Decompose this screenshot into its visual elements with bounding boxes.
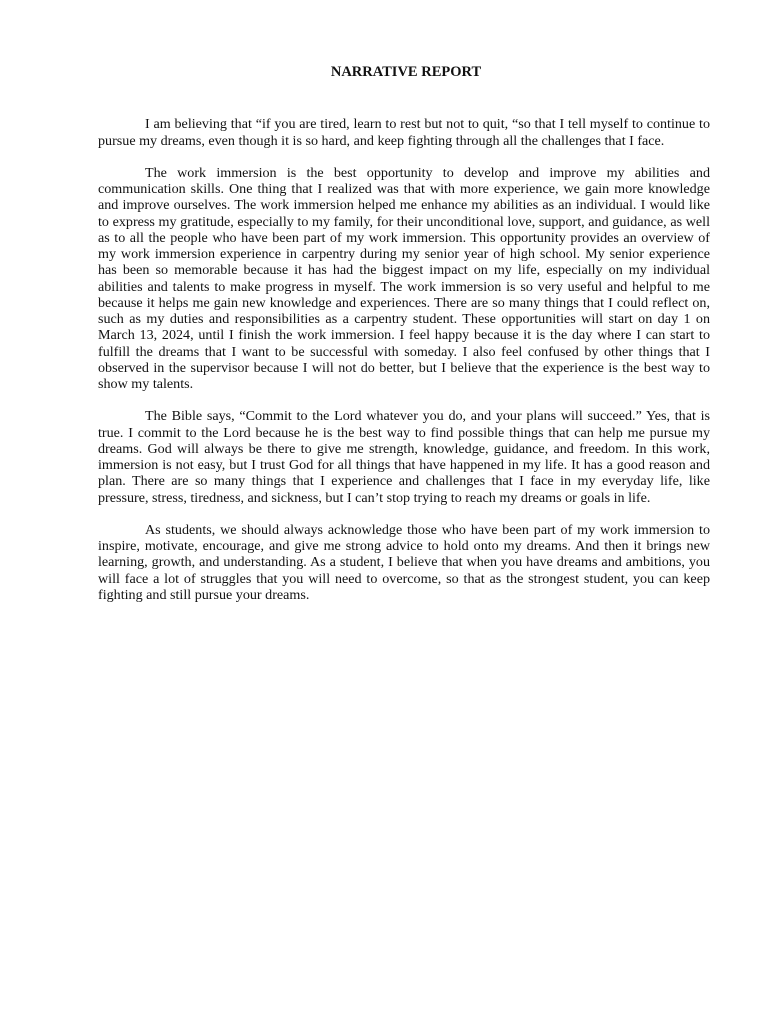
paragraph-4: As students, we should always acknowledge those who have been part of my work immersion to inspire, motivate, encourage, and give me strong advice to hold onto my dreams. And then it brings new learning, growth, and understanding. As a student, I believe that when you have dreams and ambitions, you will face a lot of struggles that you will need to overcome, so that as the strongest student, you can keep fighting and still pursue your dreams.	[98, 521, 710, 603]
paragraph-3: The Bible says, “Commit to the Lord whatever you do, and your plans will succeed.” Yes, that is true. I commit to the Lord because he is the best way to find possible things that can help me pursue my dreams. God will always be there to give me strength, knowledge, guidance, and freedom. In this work, immersion is not easy, but I trust God for all things that have happened in my life. It has a good reason and plan. There are so many things that I experience and challenges that I face in my everyday life, like pressure, stress, tiredness, and sickness, but I can’t stop trying to reach my dreams or goals in life.	[98, 408, 710, 506]
paragraph-1: I am believing that “if you are tired, learn to rest but not to quit, “so that I tell myself to continue to pursue my dreams, even though it is so hard, and keep fighting through all the challenges that I face.	[98, 116, 710, 149]
paragraph-2: The work immersion is the best opportunity to develop and improve my abilities and communication skills. One thing that I realized was that with more experience, we gain more knowledge and improve ourselves. The work immersion helped me enhance my abilities as an individual. I would like to express my gratitude, especially to my family, for their unconditional love, support, and guidance, as well as to all the people who have been part of my work immersion. This opportunity provides an overview of my work immersion experience in carpentry during my senior year of high school. My senior experience has been so memorable because it has had the biggest impact on my life, especially on my individual abilities and talents to make progress in myself. The work immersion is so very useful and helpful to me because it helps me gain new knowledge and experiences. There are so many things that I could reflect on, such as my duties and responsibilities as a carpentry student. These opportunities will start on day 1 on March 13, 2024, until I finish the work immersion. I feel happy because it is the day where I can start to fulfill the dreams that I want to be successful with someday. I also feel confused by other things that I observed in the supervisor because I will not do better, but I believe that the experience is the best way to show my talents.	[98, 164, 710, 392]
document-title: NARRATIVE REPORT	[330, 64, 482, 80]
document-page	[98, 64, 710, 619]
